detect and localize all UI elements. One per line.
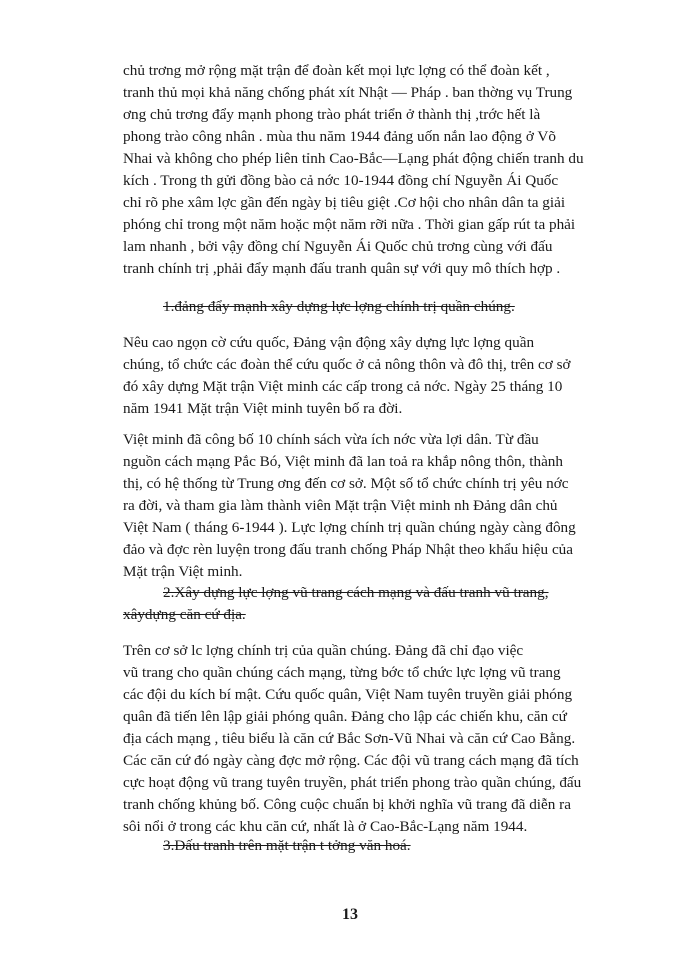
text-line: vũ trang cho quần chúng cách mạng, từng bớc tổ chức lực lợng vũ trang [123,664,561,681]
text-line: chúng, tổ chức các đoàn thể cứu quốc ở cả nông thôn và đô thị, trên cơ sở [123,356,571,373]
text-line: chủ trơng mở rộng mặt trận để đoàn kết mọi lực lợng có thể đoàn kết , [123,62,550,79]
text-line: ra đời, và tham gia làm thành viên Mặt trận Việt minh nh Đảng dân chủ [123,497,558,514]
text-line: phong trào công nhân . mùa thu năm 1944 đảng uốn nắn lao động ở Võ [123,128,556,145]
text-line: kích . Trong th gửi đồng bào cả nớc 10-1944 đồng chí Nguyễn Ái Quốc [123,172,559,189]
text-line: ơng chủ trơng đẩy mạnh phong trào phát triển ở thành thị ,trớc hết là [123,106,541,123]
text-line: đảo và đợc rèn luyện trong đấu tranh chống Pháp Nhật theo khẩu hiệu của [123,541,574,558]
text-line: cực hoạt động vũ trang tuyên truyền, phát triển phong trào quần chúng, đấu [123,774,582,791]
text-line: các đội du kích bí mật. Cứu quốc quân, Việt Nam tuyên truyền giải phóng [123,686,573,703]
section-heading-3: 3.Đấu tranh trên mặt trận t tởng văn hoá. [163,837,411,854]
text-line: đó xây dựng Mặt trận Việt minh các cấp trong cả nớc. Ngày 25 tháng 10 [123,378,563,395]
text-line: Trên cơ sở lc lợng chính trị của quần chúng. Đảng đã chỉ đạo việc [123,642,524,659]
text-line: phóng chỉ trong một năm hoặc một năm rỡi nữa . Thời gian gấp rút ta phải [123,216,576,233]
text-line: sôi nổi ở trong các khu căn cứ, nhất là ở Cao-Bắc-Lạng năm 1944. [123,818,528,835]
paragraph-4 [123,640,623,838]
text-line: Các căn cứ đó ngày càng đợc mở rộng. Các đội vũ trang cách mạng đã tích [123,752,579,769]
text-line: tranh chính trị ,phải đẩy mạnh đấu tranh quân sự với quy mô thích hợp . [123,260,561,277]
text-line: tranh thủ mọi khả năng chống phát xít Nhật — Pháp . ban thờng vụ Trung [123,84,573,101]
text-line: năm 1941 Mặt trận Việt minh tuyên bố ra đời. [123,400,403,417]
text-line: Nêu cao ngọn cờ cứu quốc, Đảng vận động xây dựng lực lợng quần [123,334,535,351]
text-line: nguồn cách mạng Pắc Bó, Việt minh đã lan toả ra khắp nông thôn, thành [123,453,563,470]
page-number: 13 [342,906,358,923]
section-heading-1: 1.đảng đẩy mạnh xây dựng lực lợng chính trị quần chúng. [163,298,515,315]
paragraph-1 [123,60,623,280]
text-line: tranh chống khủng bố. Công cuộc chuẩn bị khởi nghĩa vũ trang đã diễn ra [123,796,571,813]
section-heading-2-line: 2.Xây dựng lực lợng vũ trang cách mạng và đấu tranh vũ trang, [163,584,549,601]
text-line: lam nhanh , bởi vậy đồng chí Nguyễn Ái Quốc chủ trơng cùng với đấu [123,238,553,255]
text-line: Mặt trận Việt minh. [123,563,243,580]
text-line: thị, có hệ thống từ Trung ơng đến cơ sở. Một số tổ chức chính trị yêu nớc [123,475,569,492]
text-line: chỉ rõ phe xâm lợc gần đến ngày bị tiêu giệt .Cơ hội cho nhân dân ta giải [123,194,566,211]
text-line: quân đã tiến lên lập giải phóng quân. Đảng cho lập các chiến khu, căn cứ [123,708,567,725]
text-line: Việt Nam ( tháng 6-1944 ). Lực lợng chính trị quần chúng ngày càng đông [123,519,576,536]
paragraph-2 [123,332,623,420]
paragraph-3 [123,429,623,583]
section-heading-2-line: xâydựng căn cứ địa. [123,606,246,623]
text-line: Nhai và không cho phép liên tỉnh Cao-Bắc—Lạng phát động chiến tranh du [123,150,584,167]
text-line: Việt minh đã công bố 10 chính sách vừa ích nớc vừa lợi dân. Từ đầu [123,431,539,448]
text-line: địa cách mạng , tiêu biểu là căn cứ Bắc Sơn-Vũ Nhai và căn cứ Cao Bằng. [123,730,576,747]
